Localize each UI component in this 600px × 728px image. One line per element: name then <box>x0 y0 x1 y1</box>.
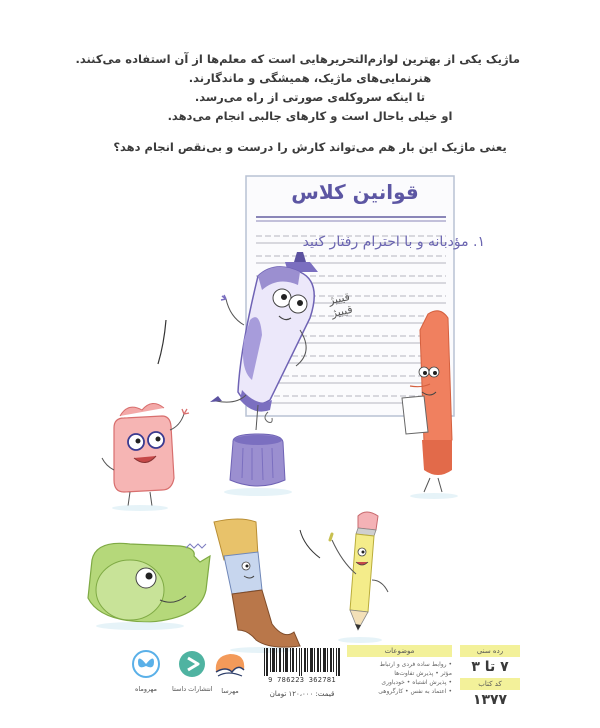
motion-line <box>300 530 320 558</box>
publisher-name: مهروماه <box>134 685 158 693</box>
publisher-logo-mehrsa <box>212 650 248 695</box>
subjects-label: موضوعات <box>347 645 452 657</box>
isbn-number: 9 786223 362781 <box>268 676 336 684</box>
onomatopoeia-1: قیییژ <box>327 290 352 308</box>
blurb-line-4: او خیلی باحال است و کارهای جالبی انجام می‌دهد. <box>167 109 453 123</box>
blurb-line-2: هنرنمایی‌های ماژیک، همیشگی و ماندگارند. <box>188 71 432 85</box>
publisher-logo-mehromah <box>132 650 160 693</box>
publisher-logo-dasta <box>172 650 213 693</box>
onomatopoeia-2: قیییژ <box>330 302 354 320</box>
barcode <box>262 648 342 676</box>
subject-item: • روابط ساده فردی و ارتباط <box>379 661 452 668</box>
age-code-column <box>460 645 520 711</box>
subject-item: • پذیرش اشتباه • خودباوری <box>381 679 452 686</box>
motion-line <box>158 320 166 364</box>
price-label: قیمت: ۱۲۰،۰۰۰ تومان <box>269 690 335 698</box>
age-value: ۷ تا ۳ <box>471 659 509 675</box>
blurb-line-1: ماژیک یکی از بهترین لوازم‌التحریرهایی است که معلم‌ها از آن استفاده می‌کنند. <box>75 52 520 66</box>
publisher-name: مهرسا <box>221 687 239 695</box>
board-rule: ۱. مؤدبانه و با احترام رفتار کنید <box>302 234 485 250</box>
subject-item: • اعتماد به نفس • کارگروهی <box>378 688 452 695</box>
code-value: ۱۳۷۷ <box>472 692 508 708</box>
pink-eraser-character <box>102 403 189 511</box>
blurb-line-3: تا اینکه سروکله‌ی صورتی از راه می‌رسد. <box>194 90 426 104</box>
code-label: کد کتاب <box>460 678 520 690</box>
mehromah-logo-icon <box>132 650 160 678</box>
publisher-name: انتشارات داستا <box>172 685 213 693</box>
age-label: رده سنی <box>460 645 520 657</box>
subject-item: مؤثر • پذیرش تفاوت‌ها <box>394 670 452 677</box>
green-tape-dispenser-character <box>88 543 210 630</box>
subjects-column <box>347 645 452 696</box>
blurb-question: یعنی ماژیک این بار هم می‌تواند کارش را درست و بی‌نقص انجام دهد؟ <box>113 140 507 154</box>
dasta-logo-icon <box>178 650 206 678</box>
board-title: قوانین کلاس <box>291 180 419 204</box>
mehrsa-logo-icon <box>212 650 248 680</box>
subjects-list <box>347 660 452 696</box>
yellow-pencil-character <box>330 512 388 643</box>
paintbrush-character <box>214 519 300 653</box>
